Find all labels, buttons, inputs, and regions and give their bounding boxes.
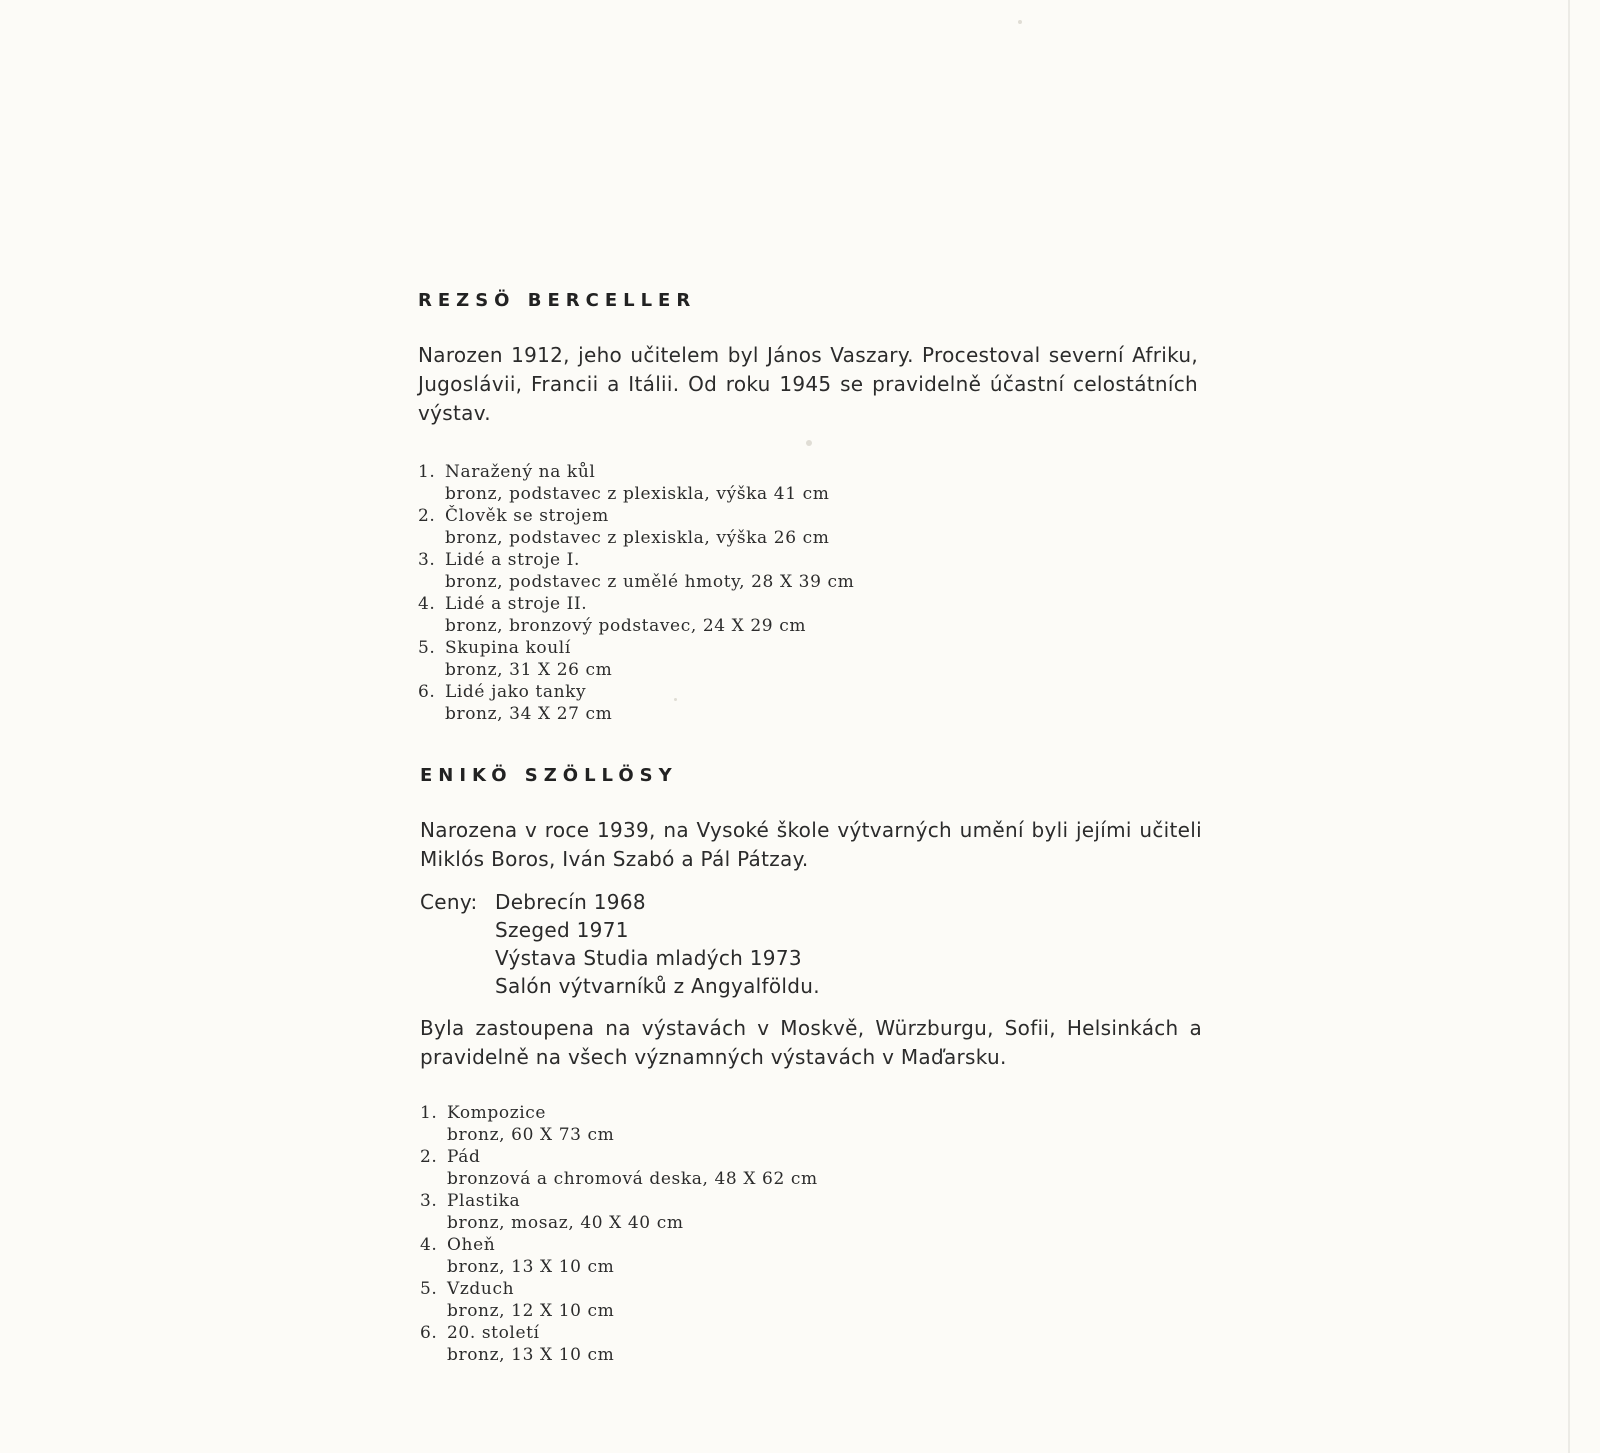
work-number: 2. [418, 506, 436, 526]
artist-name-heading: REZSÖ BERCELLER [418, 290, 697, 311]
work-detail: bronz, podstavec z plexiskla, výška 41 cm [445, 484, 830, 504]
work-title: Skupina koulí [445, 638, 571, 658]
work-item [420, 1322, 1210, 1366]
awards-label: Ceny: [420, 890, 478, 914]
work-number: 3. [420, 1191, 438, 1211]
work-number: 5. [418, 638, 436, 658]
work-detail: bronz, 13 X 10 cm [447, 1257, 615, 1277]
works-list [420, 1102, 1210, 1366]
work-detail: bronz, bronzový podstavec, 24 X 29 cm [445, 616, 807, 636]
work-title: Pád [447, 1147, 481, 1167]
work-title: Lidé a stroje II. [445, 594, 588, 614]
artist-biography: Narozen 1912, jeho učitelem byl János Vaszary. Procestoval severní Afriku, Jugoslávii, Francii a Itálii. Od roku 1945 se pravidelně účastní celostátních výstav. [418, 343, 1198, 425]
work-detail: bronz, 13 X 10 cm [447, 1345, 615, 1365]
work-item [418, 505, 1208, 549]
artist-name-heading: ENIKÖ SZÖLLÖSY [420, 765, 678, 786]
work-item [420, 1278, 1210, 1322]
paper-speck [1018, 20, 1022, 24]
artist-section-szollosy [420, 765, 1210, 1366]
exhibitions-paragraph: Byla zastoupena na výstavách v Moskvě, Würzburgu, Sofii, Helsinkách a pravidelně na všech významných výstavách v Maďarsku. [420, 1016, 1202, 1069]
work-detail: bronz, 12 X 10 cm [447, 1301, 615, 1321]
work-item [420, 1102, 1210, 1146]
work-number: 1. [418, 462, 436, 482]
work-detail: bronz, mosaz, 40 X 40 cm [447, 1213, 684, 1233]
work-title: Lidé jako tanky [445, 682, 587, 702]
work-title: Kompozice [447, 1103, 547, 1123]
page-edge [1568, 0, 1570, 1453]
work-number: 5. [420, 1279, 438, 1299]
work-detail: bronz, 34 X 27 cm [445, 704, 613, 724]
awards-list [495, 888, 820, 1000]
work-item [418, 593, 1208, 637]
work-item [418, 549, 1208, 593]
work-item [420, 1190, 1210, 1234]
works-list [418, 461, 1208, 725]
work-title: Plastika [447, 1191, 521, 1211]
award-item: Debrecín 1968 [495, 890, 646, 914]
work-title: Člověk se strojem [445, 506, 609, 526]
work-number: 3. [418, 550, 436, 570]
work-number: 6. [418, 682, 436, 702]
work-title: Vzduch [447, 1279, 515, 1299]
work-detail: bronzová a chromová deska, 48 X 62 cm [447, 1169, 818, 1189]
work-detail: bronz, podstavec z umělé hmoty, 28 X 39 cm [445, 572, 855, 592]
work-item [420, 1146, 1210, 1190]
work-title: Naražený na kůl [445, 462, 596, 482]
artist-biography: Narozena v roce 1939, na Vysoké škole výtvarných umění byli jejími učiteli Miklós Boros, Iván Szabó a Pál Pátzay. [420, 818, 1202, 871]
work-item [418, 637, 1208, 681]
work-detail: bronz, podstavec z plexiskla, výška 26 cm [445, 528, 830, 548]
work-number: 2. [420, 1147, 438, 1167]
work-number: 6. [420, 1323, 438, 1343]
artist-section-berceller [418, 290, 1208, 725]
work-title: Lidé a stroje I. [445, 550, 580, 570]
work-number: 4. [418, 594, 436, 614]
work-number: 4. [420, 1235, 438, 1255]
work-item [420, 1234, 1210, 1278]
awards-block [420, 888, 1210, 1000]
award-item: Výstava Studia mladých 1973 [495, 946, 802, 970]
work-item [418, 461, 1208, 505]
award-item: Salón výtvarníků z Angyalföldu. [495, 974, 820, 998]
award-item: Szeged 1971 [495, 918, 629, 942]
work-item [418, 681, 1208, 725]
work-number: 1. [420, 1103, 438, 1123]
work-detail: bronz, 60 X 73 cm [447, 1125, 615, 1145]
work-title: Oheň [447, 1235, 496, 1255]
work-title: 20. století [447, 1323, 540, 1343]
work-detail: bronz, 31 X 26 cm [445, 660, 613, 680]
